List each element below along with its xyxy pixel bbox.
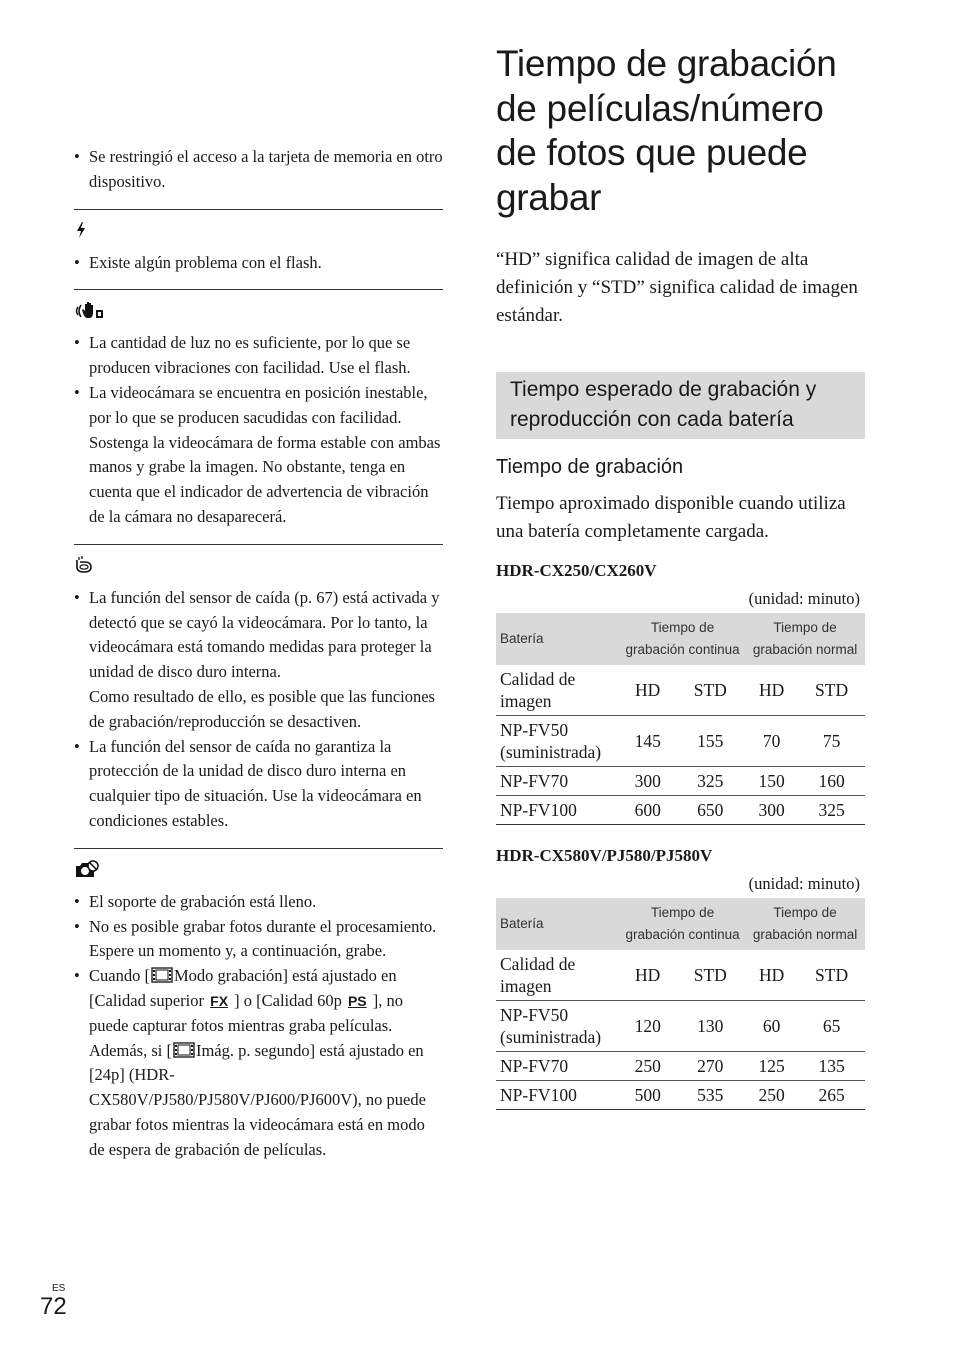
header-continuous: Tiempo de grabación continua [620,613,745,665]
page-title: Tiempo de grabación de películas/número de fotos que puede grabar [496,43,837,218]
drop-sensor-list [74,586,443,834]
film-menu-icon [151,967,173,983]
battery-name: NP-FV50 (suministrada) [496,716,620,767]
drop-bullet-text-a: La función del sensor de caída (p. 67) está activada y detectó que se cayó la videocámara. Por lo tanto, la videocámara está tomando medidas para proteger la unidad de disco duro interna. [89,587,440,682]
header-battery: Batería [496,898,620,950]
table-header-row [496,613,865,665]
drop-bullet-text-b: Como resultado de ello, es posible que las funciones de grabación/reproducción se desactiven. [89,686,435,731]
table-cell: STD [675,950,745,1001]
table-cell: STD [798,950,865,1001]
table-cell: 250 [620,1052,675,1081]
table-row [496,767,865,796]
table-cell: 600 [620,796,675,825]
ps-quality-icon: PS [347,992,367,1009]
table-cell: 325 [675,767,745,796]
table-cell: 65 [798,1001,865,1052]
flash-section [74,209,443,276]
header-battery: Batería [496,613,620,665]
table-row [496,1081,865,1110]
camera-shake-section [74,289,443,529]
right-column [496,42,865,1110]
flash-icon [74,219,88,241]
language-code: ES [52,1283,66,1294]
table-row [496,665,865,716]
table-cell: 300 [620,767,675,796]
text-run: ], no puede capturar fotos mientras graba películas. Además, si [ [89,990,404,1060]
table-block-cx250 [496,560,865,825]
left-column [74,145,443,1163]
camera-shake-icon [74,299,108,321]
table-cell: 265 [798,1081,865,1110]
table-cell: 270 [675,1052,745,1081]
table-row [496,716,865,767]
intro-text: “HD” significa calidad de imagen de alta definición y “STD” significa calidad de imagen estándar. [496,249,858,326]
flash-list [74,251,443,276]
list-item [74,586,443,735]
list-item: • La función del sensor de caída no garantiza la protección de la unidad de disco duro interna en cualquier tipo de situación. Use la videocámara en condiciones estables. [74,735,443,834]
battery-name: NP-FV100 [496,796,620,825]
table-cell: 145 [620,716,675,767]
header-continuous: Tiempo de grabación continua [620,898,745,950]
drop-sensor-icon [74,554,96,576]
table-cell: HD [745,665,798,716]
table-cell: 250 [745,1081,798,1110]
battery-name: NP-FV100 [496,1081,620,1110]
list-item: • La videocámara se encuentra en posición inestable, por lo que se producen sacudidas con facilidad. Sostenga la videocámara de forma estable con ambas manos y grabe la imagen. No obstante, tenga en cuenta que el indicador de advertencia de vibración de la cámara no desaparecerá. [74,381,443,530]
recording-time-table [496,613,865,825]
text-run: ] o [Calidad 60p [234,990,342,1010]
table-row [496,1052,865,1081]
list-item: • Se restringió el acceso a la tarjeta de memoria en otro dispositivo. [74,145,443,195]
table-cell: 125 [745,1052,798,1081]
photo-prohibited-section [74,848,443,1163]
film-menu-icon [173,1042,195,1058]
table-cell: 535 [675,1081,745,1110]
access-restricted-list [74,145,443,195]
subheading: Tiempo de grabación [496,456,684,478]
photo-prohibited-list [74,890,443,1163]
table-cell: 70 [745,716,798,767]
unit-label: (unidad: minuto) [748,874,860,893]
table-cell: HD [620,950,675,1001]
section-banner: Tiempo esperado de grabación y reproducción con cada batería [496,372,865,439]
table-cell: 150 [745,767,798,796]
photo-prohibited-icon [74,858,100,880]
model-name: HDR-CX580V/PJ580/PJ580V [496,846,713,865]
table-cell: 75 [798,716,865,767]
table-row [496,1001,865,1052]
unit-label: (unidad: minuto) [748,589,860,608]
text-run: Modo grabación] está ajustado en [Calidad superior [89,966,397,1010]
header-normal: Tiempo de grabación normal [745,613,865,665]
table-cell: 650 [675,796,745,825]
table-cell: 500 [620,1081,675,1110]
table-row [496,950,865,1001]
table-cell: STD [675,665,745,716]
model-name: HDR-CX250/CX260V [496,561,657,580]
table-cell: 120 [620,1001,675,1052]
table-header-row [496,898,865,950]
fx-quality-icon: FX [210,992,229,1009]
page-number: 72 [40,1293,67,1320]
description: Tiempo aproximado disponible cuando utiliza una batería completamente cargada. [496,493,846,542]
table-cell: 325 [798,796,865,825]
text-run: Imág. p. segundo] está ajustado en [24p] (HDR-CX580V/PJ580/PJ580V/PJ600/PJ600V), no puede grabar fotos mientras la videocámara está en modo de espera de grabación de películas. [89,1040,426,1159]
list-item: • Existe algún problema con el flash. [74,251,443,276]
table-cell: 155 [675,716,745,767]
list-item: • No es posible grabar fotos durante el procesamiento. Espere un momento y, a continuación, grabe. [74,915,443,965]
list-item: • El soporte de grabación está lleno. [74,890,443,915]
drop-sensor-section [74,544,443,834]
table-block-cx580 [496,845,865,1110]
table-cell: STD [798,665,865,716]
table-cell: 135 [798,1052,865,1081]
camera-shake-list [74,331,443,529]
list-item: • La cantidad de luz no es suficiente, por lo que se producen vibraciones con facilidad. Use el flash. [74,331,443,381]
recording-time-table [496,898,865,1110]
table-cell: HD [745,950,798,1001]
battery-name: NP-FV50 (suministrada) [496,1001,620,1052]
quality-label: Calidad de imagen [496,950,620,1001]
header-normal: Tiempo de grabación normal [745,898,865,950]
table-row [496,796,865,825]
table-cell: 160 [798,767,865,796]
battery-name: NP-FV70 [496,1052,620,1081]
battery-name: NP-FV70 [496,767,620,796]
text-run: Cuando [ [89,966,150,986]
table-cell: 60 [745,1001,798,1052]
table-cell: 300 [745,796,798,825]
table-cell: 130 [675,1001,745,1052]
list-item [74,964,443,1162]
table-cell: HD [620,665,675,716]
quality-label: Calidad de imagen [496,665,620,716]
